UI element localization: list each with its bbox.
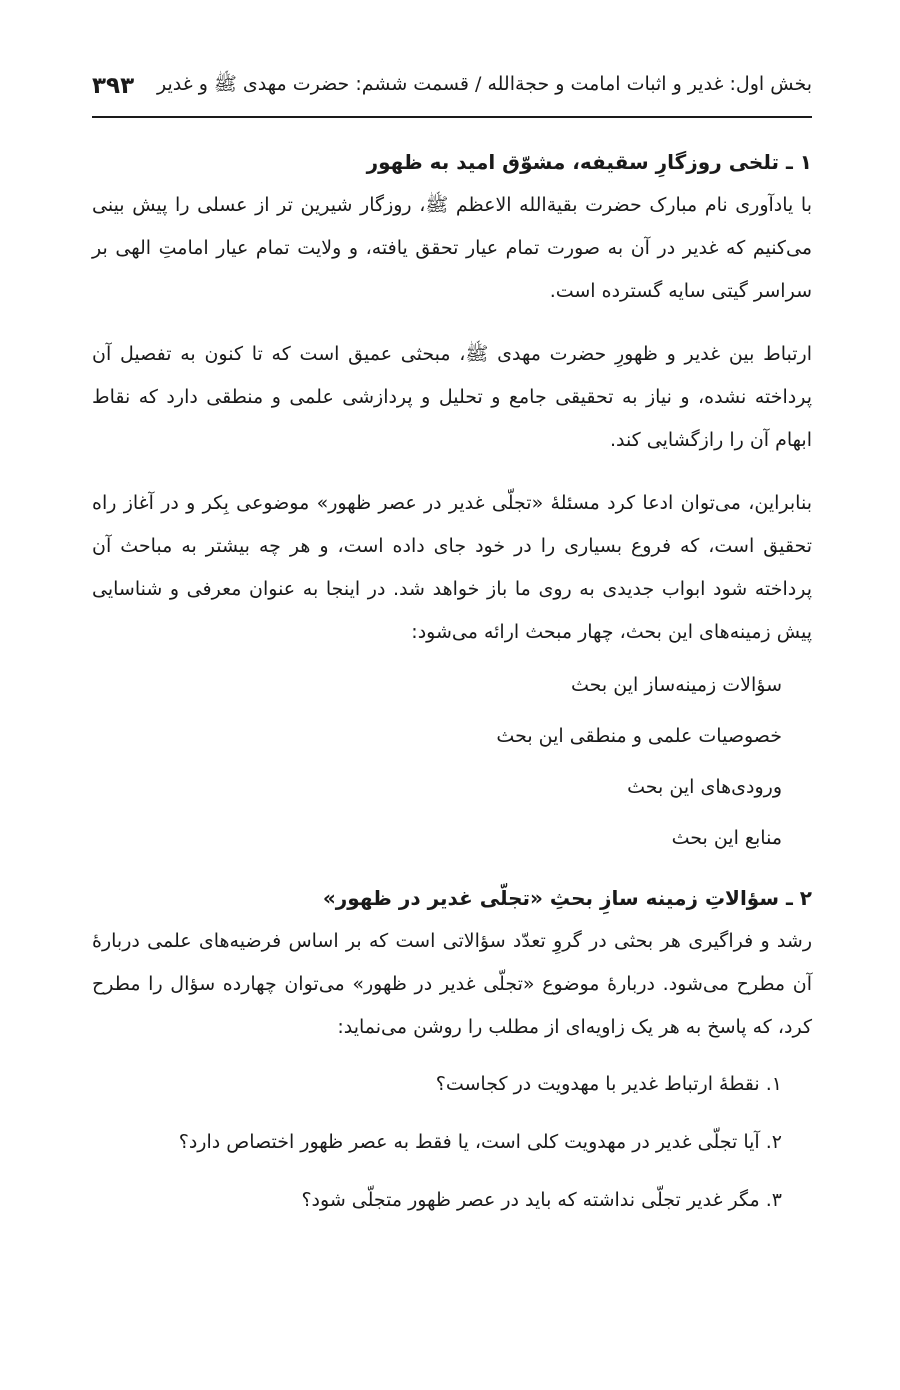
paragraph: با یادآوری نام مبارک حضرت بقیةالله الاعظم ﷺ، روزگار شیرین تر از عسلی را پیش بینی می‌کنیم که غدیر در آن به صورت تمام عیار تحقق یافته، و ولایت تمام عیار امامتِ الهی بر سراسر گیتی سایه گسترده است. xyxy=(92,194,812,302)
list-item: سؤالات زمینه‌ساز این بحث xyxy=(571,674,782,696)
list-item: ۲. آیا تجلّی غدیر در مهدویت کلی است، یا فقط به عصر ظهور اختصاص دارد؟ xyxy=(178,1131,782,1153)
running-title: بخش اول: غدیر و اثبات امامت و حجةالله / قسمت ششم: حضرت مهدی ﷺ و غدیر xyxy=(156,73,812,95)
paragraph: رشد و فراگیری هر بحثی در گروِ تعدّد سؤالاتی است که بر اساس فرضیه‌های علمی دربارهٔ آن مطرح می‌شود. دربارهٔ موضوع «تجلّی غدیر در ظهور» می‌توان چهارده سؤال را مطرح کرد، که پاسخ به هر یک زاویه‌ای از مطلب را روشن می‌نماید: xyxy=(92,930,812,1038)
paragraph: بنابراین، می‌توان ادعا کرد مسئلهٔ «تجلّی غدیر در عصر ظهور» موضوعی بِکر و در آغاز راه تحقیق است، که فروع بسیاری را در خود جای داده است، و هر چه بیشتر به مباحث آن پرداخته شود ابواب جدیدی به روی ما باز خواهد شد. در اینجا به عنوان معرفی و شناسایی پیش زمینه‌های این بحث، چهار مبحث ارائه می‌شود: xyxy=(92,492,812,643)
page-number: ۳۹۳ xyxy=(92,73,135,99)
page-content xyxy=(92,140,812,1229)
header-rule xyxy=(92,116,812,118)
list-item: منابع این بحث xyxy=(671,827,782,849)
list-item: ۱. نقطهٔ ارتباط غدیر با مهدویت در کجاست؟ xyxy=(435,1073,782,1095)
topics-list xyxy=(92,660,782,864)
book-page xyxy=(92,0,812,1390)
questions-list xyxy=(92,1055,782,1229)
list-item: ورودی‌های این بحث xyxy=(627,776,782,798)
list-item: خصوصیات علمی و منطقی این بحث xyxy=(496,725,782,747)
list-item: ۳. مگر غدیر تجلّی نداشته که باید در عصر ظهور متجلّی شود؟ xyxy=(301,1189,782,1211)
section-2-heading: ۲ ـ سؤالاتِ زمینه سازِ بحثِ «تجلّی غدیر در ظهور» xyxy=(322,886,812,910)
page-header xyxy=(92,68,812,104)
paragraph: ارتباط بین غدیر و ظهورِ حضرت مهدی ﷺ، مبحثی عمیق است که تا کنون به تفصیل آن پرداخته نشده، و نیاز به تحقیقی جامع و تحلیل و پردازشی علمی و منطقی دارد که نقاط ابهام آن را رازگشایی کند. xyxy=(92,343,812,451)
section-1-heading: ۱ ـ تلخی روزگارِ سقیفه، مشوّق امید به ظهور xyxy=(366,150,812,174)
